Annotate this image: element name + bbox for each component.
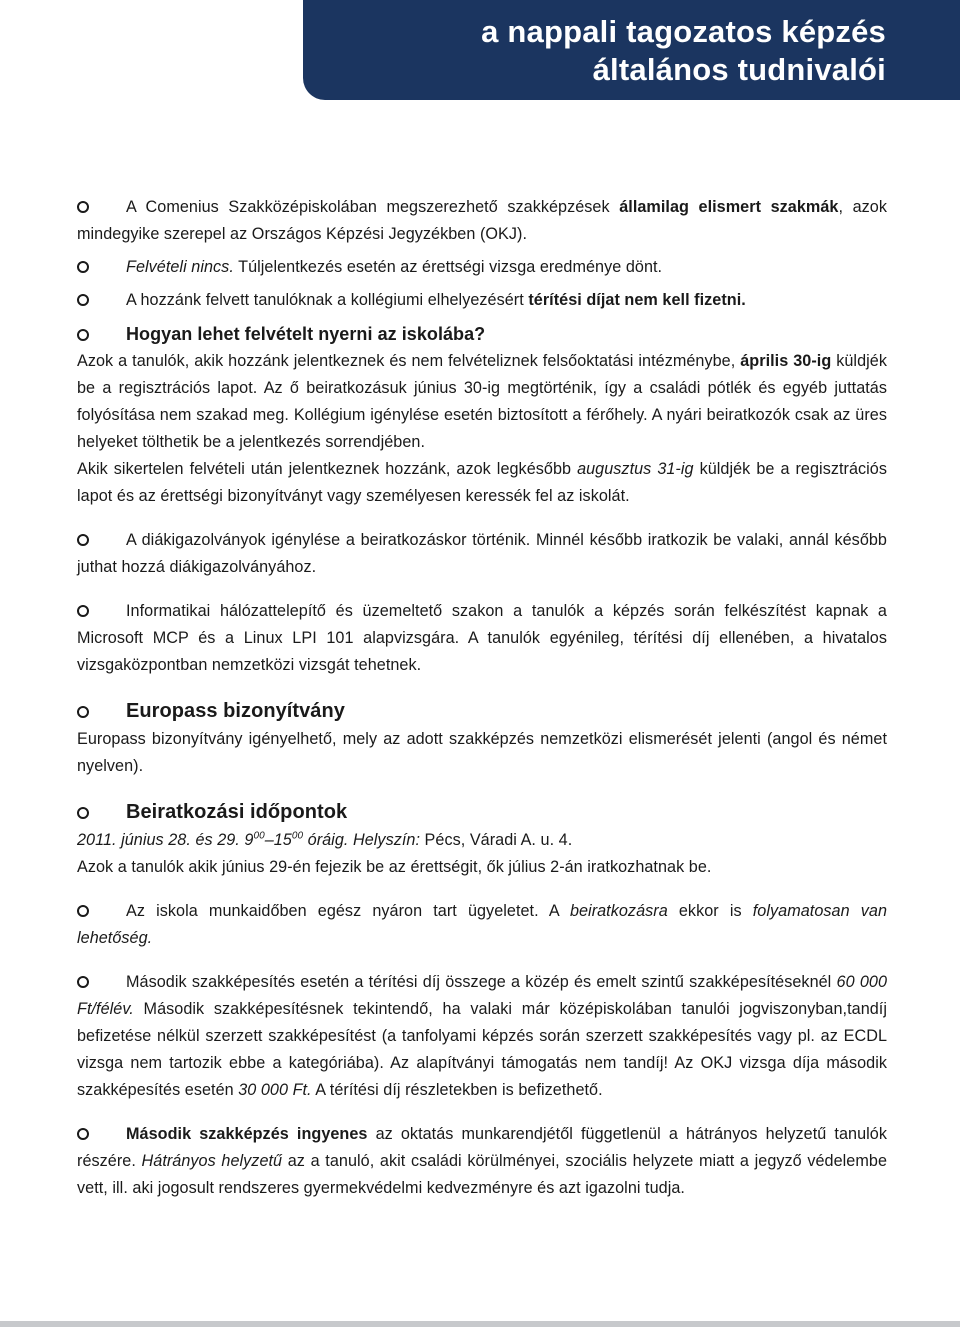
bullet-circle-icon (77, 329, 89, 341)
bullet-circle-icon (77, 605, 89, 617)
section-heading: Europass bizonyítvány (126, 700, 345, 722)
item-no-entrance-exam: Felvételi nincs. Túljelentkezés esetén az érettségi vizsga eredménye dönt. (77, 254, 887, 281)
item-dormitory: A hozzánk felvett tanulóknak a kollégiumi elhelyezésért térítési díjat nem kell fizetni. (77, 287, 887, 314)
bullet-circle-icon (77, 905, 89, 917)
section-heading: Beiratkozási időpontok (126, 801, 348, 823)
bullet-circle-icon (77, 534, 89, 546)
bullet-circle-icon (77, 261, 89, 273)
page-title-line2: általános tudnivalói (592, 52, 886, 87)
bullet-circle-icon (77, 807, 89, 819)
item-student-id: A diákigazolványok igénylése a beiratkozáskor történik. Minnél később iratkozik be valaki, annál később juthat hozzá diákigazolványához. (77, 531, 887, 576)
item-summer-duty: Az iskola munkaidőben egész nyáron tart ügyeletet. A beiratkozásra ekkor is folyamatosan van lehetőség. (77, 902, 887, 947)
bullet-circle-icon (77, 976, 89, 988)
item-second-qualification-free: Második szakképzés ingyenes az oktatás munkarendjétől függetlenül a hátrányos helyzetű tanulók részére. Hátrányos helyzetű az a tanuló, akit családi körülményei, szociális helyzete miatt a jegyző védelembe vett, ill. aki jogosult rendszeres gyermekvédelmi kedvezményre és azt igazolni tudja. (77, 1125, 888, 1197)
item-second-qualification-fee: Második szakképesítés esetén a térítési díj összege a közép és emelt szintű szakképesítéseknél 60 000 Ft/félév. Második szakképesítésnek tekintendő, ha valaki már középiskolában tanulói jogviszonyban,tandíj befizetése nélkül szerzett szakképesítést (a tanfolyami képzés során szerzett szakképesítés vagy pl. az ECDL vizsga nem tartozik ebbe a kategóriába). Az alapítványi támogatás nem tandíj! Az OKJ vizsga díja második szakképesítés esetén 30 000 Ft. A térítési díj részletekben is befizethető. (77, 973, 887, 1099)
main-content (77, 194, 887, 1219)
bullet-circle-icon (77, 706, 89, 718)
item-it-exams: Informatikai hálózattelepítő és üzemeltető szakon a tanulók a képzés során felkészítést kapnak a Microsoft MCP és a Linux LPI 101 alapvizsgára. A tanulók egyénileg, térítési díj ellenében, a hivatalos vizsgaközpontban nemzetközi vizsgát tehetnek. (77, 602, 887, 674)
page-title-line1: a nappali tagozatos képzés (481, 14, 886, 49)
bullet-circle-icon (77, 294, 89, 306)
bullet-circle-icon (77, 201, 89, 213)
item-okj: A Comenius Szakközépiskolában megszerezhető szakképzések államilag elismert szakmák, azok mindegyike szerepel az Országos Képzési Jegyzékben (OKJ). (77, 198, 887, 243)
item-enrollment-dates: Beiratkozási időpontok 2011. június 28. és 29. $9^{00}-15^{00}$ óráig. Helyszín: Pécs, Váradi A. u. 4. Azok a tanulók akik június 29-én fejezik be az érettségit, ők július 2-án iratkozhatnak be. (77, 801, 712, 876)
item-europass: Europass bizonyítvány Europass bizonyítvány igényelhető, mely az adott szakképzés nemzetközi elismerését jelenti (angol és német nyelven). (77, 700, 887, 775)
bullet-circle-icon (77, 1128, 89, 1140)
item-admission: Hogyan lehet felvételt nyerni az iskolába? Azok a tanulók, akik hozzánk jelentkeznek és nem felvételiznek felsőoktatási intézménybe, április 30-ig küldjék be a regisztrációs lapot. Az ő beiratkozásuk június 30-ig megtörténik, így a családi pótlék és egyéb juttatás folyósítása nem szakad meg. Kollégium igénylése esetén biztosított a férőhely. A nyári beiratkozók csak az üres helyeket tölthetik be a jelentkezés sorrendjében. Akik sikertelen felvételi után jelentkeznek hozzánk, azok legkésőbb augusztus 31-ig küldjék be a regisztrációs lapot és az érettségi bizonyítványt vagy személyesen keressék fel az iskolát. (77, 324, 888, 505)
footer-divider (0, 1321, 960, 1327)
header-banner (303, 0, 960, 100)
section-heading: Hogyan lehet felvételt nyerni az iskolába? (126, 324, 486, 344)
